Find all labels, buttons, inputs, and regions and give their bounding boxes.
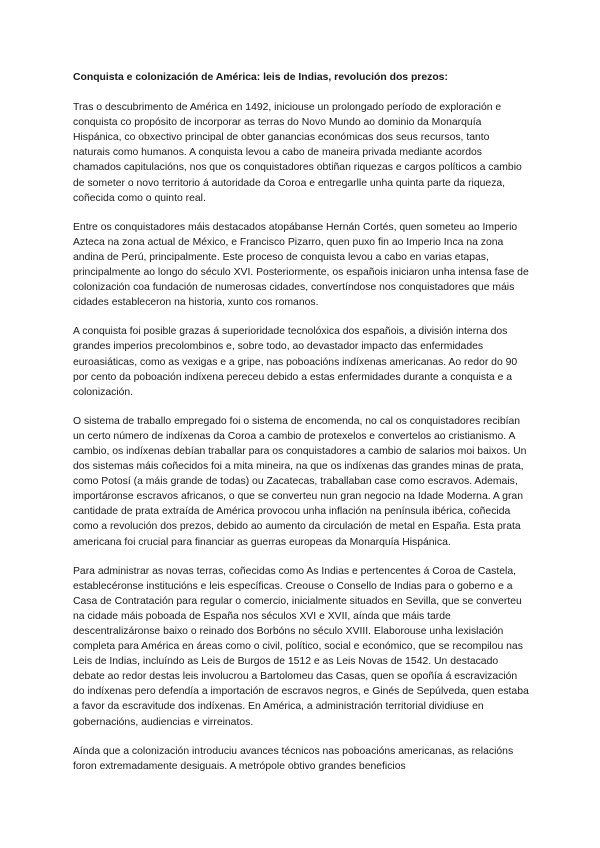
paragraph-discovery: Tras o descubrimento de América en 1492, iniciouse un prolongado período de exploración e conquista co propósito de incorporar as terras do Novo Mundo ao dominio da Monarquía Hispánica, co obxectivo principal de obter ganancias económicas dos seus recursos, tanto naturais como humanos. A conquista levou a cabo de maneira privada mediante acordos chamados capitulacións, nos que os conquistadores obtiñan riquezas e cargos políticos a cambio de someter o novo territorio á autoridade da Coroa e entregarlle unha quinta parte da riqueza, coñecida como o quinto real.	[73, 102, 522, 204]
paragraph-administration-laws: Para administrar as novas terras, coñecidas como As Indias e pertencentes á Coroa de Castela, establecéronse institucións e leis específicas. Creouse o Consello de Indias para o goberno e a Casa de Contratación para regular o comercio, inicialmente situados en Sevilla, que se converteu na cidade máis poboada de España nos séculos XVI e XVII, aínda que máis tarde descentralizáronse baixo o reinado dos Borbóns no século XVIII. Elaborouse unha lexislación completa para América en áreas como o civil, político, social e económico, que se recompilou nas Leis de Indias, incluíndo as Leis de Burgos de 1512 e as Leis Novas de 1542. Un destacado debate ao redor destas leis involucrou a Bartolomeu das Casas, quen se opoñía á escravización do indíxenas pero defendía a importación de escravos negros, e Ginés de Sepúlveda, quen estaba a favor da escravitude dos indíxenas. En América, a administración territorial dividiuse en gobernacións, audiencias e virreinatos.	[73, 565, 529, 728]
paragraph-encomienda-silver: O sistema de traballo empregado foi o sistema de encomenda, no cal os conquistadores recibían un certo número de indíxenas da Coroa a cambio de protexelos e convertelos ao cristianismo. A cambio, os indíxenas debían traballar para os conquistadores a cambio de salarios moi baixos. Un dos sistemas máis coñecidos foi a mita mineira, na que os indíxenas das grandes minas de prata, como Potosí (a máis grande de todas) ou Zacatecas, traballaban case como escravos. Ademais, importáronse escravos africanos, o que se converteu nun gran negocio na Idade Moderna. A gran cantidade de prata extraída de América provocou unha inflación na península ibérica, coñecida como a revolución dos prezos, debido ao aumento da circulación de metal en España. Esta prata americana foi crucial para financiar as guerras europeas da Monarquía Hispánica.	[73, 415, 527, 548]
paragraph-conquistadors: Entre os conquistadores máis destacados atopábanse Hernán Cortés, quen someteu ao Imperio Azteca na zona actual de México, e Francisco Pizarro, quen puxo fin ao Imperio Inca na zona andina de Perú, principalmente. Este proceso de conquista levou a cabo en varias etapas, principalmente ao longo do século XVI. Posteriormente, os españois iniciaron unha intensa fase de colonización coa fundación de numerosas cidades, convertíndose nos conquistadores que máis cidades estableceron na historia, xunto cos romanos.	[73, 221, 529, 309]
document-title: Conquista e colonización de América: leis de Indias, revolución dos prezos:	[73, 72, 448, 83]
paragraph-inequality: Aínda que a colonización introduciu avances técnicos nas poboacións americanas, as relacións foron extremadamente desiguais. A metrópole obtivo grandes beneficios	[73, 745, 514, 772]
document-body	[73, 70, 529, 788]
paragraph-technology-disease: A conquista foi posible grazas á superioridade tecnolóxica dos españois, a división interna dos grandes imperios precolombinos e, sobre todo, ao devastador impacto das enfermidades euroasiáticas, como as vexigas e a gripe, nas poboacións indíxenas americanas. Ao redor do 90 por cento da poboación indíxena pereceu debido a estas enfermidades durante a conquista e a colonización.	[73, 326, 518, 398]
